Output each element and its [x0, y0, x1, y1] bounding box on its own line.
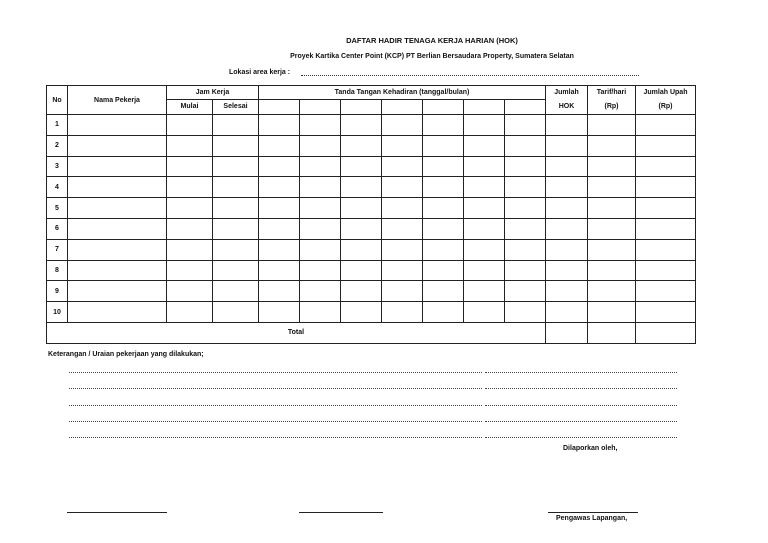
sign-cell[interactable] [505, 115, 546, 136]
sign-cell[interactable] [464, 115, 505, 136]
tarif-cell[interactable] [588, 198, 636, 219]
sign-cell[interactable] [423, 177, 464, 198]
sign-cell[interactable] [382, 135, 423, 156]
tarif-cell[interactable] [588, 218, 636, 239]
sign-cell[interactable] [464, 135, 505, 156]
table-row [47, 218, 696, 239]
note-fill-line[interactable] [485, 405, 677, 406]
total-jumlah-hok[interactable] [546, 322, 588, 343]
tarif-cell[interactable] [588, 156, 636, 177]
header-tarif-hari: Tarif/hari (Rp) [588, 86, 636, 115]
row-number: 5 [47, 198, 68, 219]
sign-cell[interactable] [505, 218, 546, 239]
supervisor-label: Pengawas Lapangan, [556, 515, 628, 522]
jumlah-hok-cell[interactable] [546, 260, 588, 281]
jumlah-upah-cell[interactable] [636, 281, 696, 302]
jumlah-hok-cell[interactable] [546, 198, 588, 219]
jumlah-upah-cell[interactable] [636, 135, 696, 156]
signature-line-middle [299, 512, 383, 513]
table-row [47, 281, 696, 302]
jam-selesai-cell[interactable] [213, 135, 259, 156]
note-fill-line[interactable] [485, 421, 677, 422]
sign-cell[interactable] [464, 177, 505, 198]
jumlah-upah-cell[interactable] [636, 177, 696, 198]
sign-cell[interactable] [341, 302, 382, 323]
sign-cell[interactable] [423, 302, 464, 323]
nama-pekerja-cell[interactable] [68, 135, 167, 156]
jam-mulai-cell[interactable] [167, 198, 213, 219]
sign-cell[interactable] [341, 115, 382, 136]
header-jumlah-hok: Jumlah HOK [546, 86, 588, 115]
sign-cell[interactable] [300, 135, 341, 156]
sign-date-col[interactable] [259, 99, 300, 114]
jumlah-hok-cell[interactable] [546, 135, 588, 156]
sign-cell[interactable] [341, 260, 382, 281]
sign-date-col[interactable] [300, 99, 341, 114]
note-fill-line[interactable] [69, 388, 482, 389]
sign-cell[interactable] [259, 260, 300, 281]
jam-selesai-cell[interactable] [213, 115, 259, 136]
jumlah-hok-cell[interactable] [546, 239, 588, 260]
sign-cell[interactable] [300, 260, 341, 281]
sign-cell[interactable] [300, 302, 341, 323]
sign-cell[interactable] [259, 281, 300, 302]
jam-mulai-cell[interactable] [167, 239, 213, 260]
sign-cell[interactable] [382, 218, 423, 239]
header-nama-pekerja: Nama Pekerja [68, 86, 167, 115]
sign-date-col[interactable] [382, 99, 423, 114]
sign-cell[interactable] [464, 260, 505, 281]
jam-mulai-cell[interactable] [167, 135, 213, 156]
sign-cell[interactable] [382, 115, 423, 136]
row-number: 3 [47, 156, 68, 177]
table-row [47, 115, 696, 136]
sign-cell[interactable] [505, 260, 546, 281]
row-number: 6 [47, 218, 68, 239]
sign-cell[interactable] [259, 198, 300, 219]
sign-cell[interactable] [300, 281, 341, 302]
row-number: 7 [47, 239, 68, 260]
header-tanda-tangan: Tanda Tangan Kehadiran (tanggal/bulan) [259, 86, 546, 100]
form-title: DAFTAR HADIR TENAGA KERJA HARIAN (HOK) [346, 36, 518, 45]
jam-mulai-cell[interactable] [167, 115, 213, 136]
jam-mulai-cell[interactable] [167, 156, 213, 177]
attendance-table [46, 85, 696, 344]
sign-date-col[interactable] [341, 99, 382, 114]
sign-cell[interactable] [423, 260, 464, 281]
tarif-cell[interactable] [588, 260, 636, 281]
sign-cell[interactable] [341, 239, 382, 260]
note-fill-line[interactable] [69, 405, 482, 406]
sign-cell[interactable] [341, 198, 382, 219]
sign-cell[interactable] [464, 281, 505, 302]
tarif-cell[interactable] [588, 177, 636, 198]
nama-pekerja-cell[interactable] [68, 177, 167, 198]
sign-cell[interactable] [505, 239, 546, 260]
sign-cell[interactable] [300, 198, 341, 219]
row-number: 10 [47, 302, 68, 323]
sign-cell[interactable] [423, 281, 464, 302]
sign-cell[interactable] [423, 115, 464, 136]
tarif-cell[interactable] [588, 135, 636, 156]
sign-cell[interactable] [464, 239, 505, 260]
total-tarif[interactable] [588, 322, 636, 343]
notes-label: Keterangan / Uraian pekerjaan yang dilakukan; [48, 351, 204, 358]
reported-by-label: Dilaporkan oleh, [563, 445, 618, 452]
nama-pekerja-cell[interactable] [68, 115, 167, 136]
tarif-cell[interactable] [588, 115, 636, 136]
jumlah-upah-cell[interactable] [636, 198, 696, 219]
sign-cell[interactable] [382, 177, 423, 198]
sign-cell[interactable] [464, 198, 505, 219]
tarif-cell[interactable] [588, 239, 636, 260]
sign-cell[interactable] [423, 239, 464, 260]
sign-cell[interactable] [341, 135, 382, 156]
sign-cell[interactable] [341, 281, 382, 302]
row-number: 9 [47, 281, 68, 302]
nama-pekerja-cell[interactable] [68, 260, 167, 281]
note-fill-line[interactable] [69, 372, 482, 373]
sign-cell[interactable] [464, 156, 505, 177]
jam-selesai-cell[interactable] [213, 302, 259, 323]
header-jam-kerja: Jam Kerja [167, 86, 259, 100]
table-row [47, 302, 696, 323]
signature-line-left [67, 512, 167, 513]
jam-selesai-cell[interactable] [213, 177, 259, 198]
jam-mulai-cell[interactable] [167, 302, 213, 323]
nama-pekerja-cell[interactable] [68, 239, 167, 260]
jam-selesai-cell[interactable] [213, 281, 259, 302]
sign-cell[interactable] [505, 135, 546, 156]
sign-cell[interactable] [464, 218, 505, 239]
sign-cell[interactable] [505, 156, 546, 177]
note-fill-line[interactable] [485, 372, 677, 373]
jumlah-upah-cell[interactable] [636, 156, 696, 177]
nama-pekerja-cell[interactable] [68, 156, 167, 177]
sign-cell[interactable] [341, 156, 382, 177]
table-row [47, 156, 696, 177]
jumlah-hok-cell[interactable] [546, 218, 588, 239]
sign-cell[interactable] [423, 156, 464, 177]
sign-cell[interactable] [382, 302, 423, 323]
jam-selesai-cell[interactable] [213, 218, 259, 239]
sign-cell[interactable] [300, 115, 341, 136]
jumlah-upah-cell[interactable] [636, 239, 696, 260]
sign-cell[interactable] [259, 302, 300, 323]
location-label: Lokasi area kerja : [229, 69, 291, 76]
row-number: 2 [47, 135, 68, 156]
sign-cell[interactable] [423, 135, 464, 156]
note-fill-line[interactable] [69, 421, 482, 422]
header-mulai: Mulai [167, 99, 213, 114]
signature-line-right [548, 512, 638, 513]
header-no: No [47, 86, 68, 115]
sign-cell[interactable] [259, 135, 300, 156]
nama-pekerja-cell[interactable] [68, 302, 167, 323]
jumlah-upah-cell[interactable] [636, 218, 696, 239]
jam-mulai-cell[interactable] [167, 177, 213, 198]
sign-date-col[interactable] [423, 99, 464, 114]
sign-cell[interactable] [505, 281, 546, 302]
jam-mulai-cell[interactable] [167, 281, 213, 302]
sign-cell[interactable] [300, 218, 341, 239]
jumlah-hok-cell[interactable] [546, 281, 588, 302]
sign-date-col[interactable] [505, 99, 546, 114]
jumlah-upah-cell[interactable] [636, 115, 696, 136]
sign-cell[interactable] [341, 177, 382, 198]
jumlah-upah-cell[interactable] [636, 302, 696, 323]
jam-selesai-cell[interactable] [213, 239, 259, 260]
nama-pekerja-cell[interactable] [68, 281, 167, 302]
table-row [47, 198, 696, 219]
table-row [47, 260, 696, 281]
nama-pekerja-cell[interactable] [68, 218, 167, 239]
header-jumlah-upah: Jumlah Upah (Rp) [636, 86, 696, 115]
sign-cell[interactable] [464, 302, 505, 323]
jumlah-hok-cell[interactable] [546, 302, 588, 323]
jam-mulai-cell[interactable] [167, 260, 213, 281]
sign-date-col[interactable] [464, 99, 505, 114]
sign-cell[interactable] [259, 156, 300, 177]
jam-selesai-cell[interactable] [213, 198, 259, 219]
tarif-cell[interactable] [588, 302, 636, 323]
sign-cell[interactable] [423, 198, 464, 219]
sign-cell[interactable] [259, 218, 300, 239]
jumlah-hok-cell[interactable] [546, 156, 588, 177]
sign-cell[interactable] [382, 239, 423, 260]
table-row [47, 177, 696, 198]
tarif-cell[interactable] [588, 281, 636, 302]
sign-cell[interactable] [382, 156, 423, 177]
row-number: 8 [47, 260, 68, 281]
jumlah-hok-cell[interactable] [546, 177, 588, 198]
sign-cell[interactable] [300, 156, 341, 177]
jam-selesai-cell[interactable] [213, 260, 259, 281]
total-label: Total [47, 322, 546, 343]
sign-cell[interactable] [505, 177, 546, 198]
sign-cell[interactable] [300, 177, 341, 198]
location-fill-line [301, 75, 639, 76]
form-subtitle: Proyek Kartika Center Point (KCP) PT Berlian Bersaudara Property, Sumatera Selatan [290, 53, 574, 60]
sign-cell[interactable] [382, 281, 423, 302]
sign-cell[interactable] [505, 302, 546, 323]
sign-cell[interactable] [423, 218, 464, 239]
jam-selesai-cell[interactable] [213, 156, 259, 177]
sign-cell[interactable] [505, 198, 546, 219]
sign-cell[interactable] [382, 260, 423, 281]
total-jumlah-upah[interactable] [636, 322, 696, 343]
table-row [47, 239, 696, 260]
jumlah-upah-cell[interactable] [636, 260, 696, 281]
sign-cell[interactable] [341, 218, 382, 239]
nama-pekerja-cell[interactable] [68, 198, 167, 219]
header-selesai: Selesai [213, 99, 259, 114]
sign-cell[interactable] [259, 239, 300, 260]
sign-cell[interactable] [300, 239, 341, 260]
note-fill-line[interactable] [485, 437, 677, 438]
note-fill-line[interactable] [69, 437, 482, 438]
note-fill-line[interactable] [485, 388, 677, 389]
row-number: 1 [47, 115, 68, 136]
table-row [47, 135, 696, 156]
jumlah-hok-cell[interactable] [546, 115, 588, 136]
sign-cell[interactable] [382, 198, 423, 219]
sign-cell[interactable] [259, 115, 300, 136]
sign-cell[interactable] [259, 177, 300, 198]
row-number: 4 [47, 177, 68, 198]
jam-mulai-cell[interactable] [167, 218, 213, 239]
